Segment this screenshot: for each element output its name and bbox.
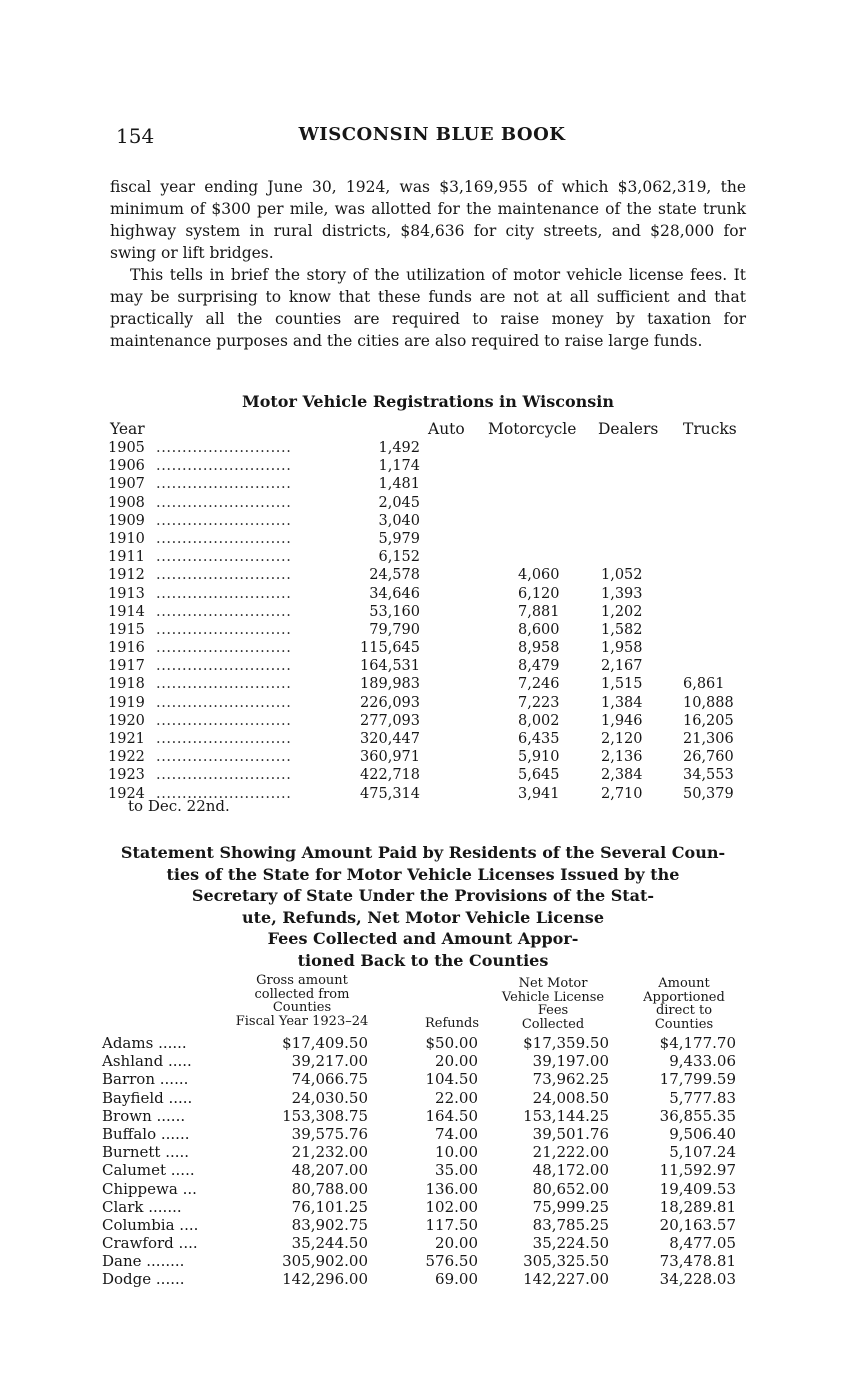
trucks-cell: 6,861 (683, 676, 725, 693)
gross-cell: 39,575.76 (291, 1124, 368, 1143)
motorcycle-cell: 4,060 (518, 567, 560, 584)
refunds-cell: 22.00 (435, 1088, 478, 1107)
auto-cell: 5,979 (378, 530, 420, 547)
net-cell: 24,008.50 (532, 1088, 609, 1107)
auto-cell: 277,093 (360, 712, 420, 729)
table-row (102, 1070, 762, 1088)
table-row (108, 494, 748, 512)
registrations-table (108, 439, 748, 803)
auto-cell: 1,481 (378, 476, 420, 493)
apportioned-cell: $4,177.70 (659, 1034, 736, 1052)
table-row (102, 1125, 762, 1143)
apportioned-cell: 5,777.83 (669, 1088, 736, 1107)
col-header-refunds: Refunds (424, 1016, 480, 1031)
motorcycle-cell: 7,246 (518, 676, 560, 693)
dealers-cell: 1,515 (601, 676, 643, 693)
leader-dots: .......................... (156, 530, 292, 547)
registrations-note: to Dec. 22nd. (128, 797, 230, 815)
county-cell: Dodge ...... (102, 1270, 185, 1289)
net-cell: 83,785.25 (532, 1215, 609, 1234)
auto-cell: 3,040 (378, 512, 420, 529)
table-row (102, 1198, 762, 1216)
col-header-gross: Gross amount collected from Counties Fiscal Year 1923–24 (235, 973, 369, 1029)
refunds-cell: 576.50 (425, 1252, 478, 1271)
col-header-year: Year (110, 420, 145, 438)
auto-cell: 475,314 (360, 785, 420, 802)
table-row (102, 1034, 762, 1052)
leader-dots: .......................... (156, 731, 292, 747)
year-cell: 1918 (108, 676, 145, 693)
refunds-cell: 10.00 (435, 1143, 478, 1162)
refunds-cell: 117.50 (425, 1215, 478, 1234)
leader-dots: .......................... (156, 458, 292, 475)
auto-cell: 320,447 (360, 731, 420, 747)
year-cell: 1916 (108, 640, 145, 657)
table-row (102, 1180, 762, 1198)
auto-cell: 189,983 (360, 676, 420, 693)
apportioned-cell: 9,506.40 (669, 1124, 736, 1143)
table-row (102, 1052, 762, 1070)
motorcycle-cell: 6,435 (518, 731, 560, 747)
motorcycle-cell: 8,958 (518, 640, 560, 657)
leader-dots: .......................... (156, 712, 292, 729)
auto-cell: 360,971 (360, 749, 420, 766)
year-cell: 1906 (108, 458, 145, 475)
year-cell: 1910 (108, 530, 145, 547)
table-row (108, 675, 748, 693)
table-row (108, 730, 748, 748)
year-cell: 1909 (108, 512, 145, 529)
trucks-cell: 26,760 (683, 749, 734, 766)
trucks-cell: 10,888 (683, 694, 734, 711)
auto-cell: 226,093 (360, 694, 420, 711)
refunds-cell: 20.00 (435, 1234, 478, 1253)
net-cell: 39,197.00 (532, 1052, 609, 1071)
year-cell: 1919 (108, 694, 145, 711)
dealers-cell: 1,393 (601, 585, 643, 602)
table-row (108, 457, 748, 475)
refunds-cell: 20.00 (435, 1052, 478, 1071)
leader-dots: .......................... (156, 694, 292, 711)
apportioned-cell: 20,163.57 (659, 1215, 736, 1234)
auto-cell: 1,174 (378, 458, 420, 475)
table-row (108, 475, 748, 493)
dealers-cell: 1,384 (601, 694, 643, 711)
leader-dots: .......................... (156, 567, 292, 584)
leader-dots: .......................... (156, 440, 292, 456)
refunds-cell: 102.00 (425, 1197, 478, 1216)
col-header-trucks: Trucks (683, 420, 737, 438)
leader-dots: .......................... (156, 585, 292, 602)
col-header-net: Net Motor Vehicle License Fees Collected (501, 976, 605, 1032)
refunds-cell: 164.50 (425, 1106, 478, 1125)
year-cell: 1917 (108, 658, 145, 675)
statement-title-line: ties of the State for Motor Vehicle Licenses Issued by the (166, 864, 680, 884)
registrations-title: Motor Vehicle Registrations in Wisconsin (242, 392, 614, 411)
apportioned-cell: 18,289.81 (659, 1197, 736, 1216)
dealers-cell: 2,384 (601, 767, 643, 784)
net-cell: 73,962.25 (532, 1070, 609, 1089)
gross-cell: 48,207.00 (291, 1161, 368, 1180)
gross-cell: 24,030.50 (291, 1088, 368, 1107)
page-header (116, 124, 748, 152)
table-row (108, 548, 748, 566)
dealers-cell: 1,946 (601, 712, 643, 729)
table-row (108, 694, 748, 712)
auto-cell: 34,646 (369, 585, 420, 602)
leader-dots: .......................... (156, 621, 292, 638)
auto-cell: 422,718 (360, 767, 420, 784)
col-header-motorcycle: Motorcycle (488, 420, 577, 438)
net-cell: 142,227.00 (523, 1270, 609, 1289)
refunds-cell: 136.00 (425, 1179, 478, 1198)
leader-dots: .......................... (156, 494, 292, 511)
year-cell: 1921 (108, 731, 145, 747)
year-cell: 1908 (108, 494, 145, 511)
motorcycle-cell: 8,002 (518, 712, 560, 729)
statement-title (100, 842, 746, 971)
year-cell: 1913 (108, 585, 145, 602)
gross-cell: 153,308.75 (282, 1106, 368, 1125)
refunds-cell: 104.50 (425, 1070, 478, 1089)
gross-cell: $17,409.50 (282, 1034, 368, 1052)
county-cell: Chippewa ... (102, 1179, 197, 1198)
leader-dots: .......................... (156, 640, 292, 657)
gross-cell: 305,902.00 (282, 1252, 368, 1271)
table-row (108, 603, 748, 621)
gross-cell: 83,902.75 (291, 1215, 368, 1234)
motorcycle-cell: 8,479 (518, 658, 560, 675)
auto-cell: 53,160 (369, 603, 420, 620)
county-cell: Adams ...... (102, 1034, 187, 1052)
net-cell: 48,172.00 (532, 1161, 609, 1180)
county-cell: Buffalo ...... (102, 1124, 190, 1143)
motorcycle-cell: 7,223 (518, 694, 560, 711)
county-cell: Barron ...... (102, 1070, 189, 1089)
net-cell: 35,224.50 (532, 1234, 609, 1253)
county-cell: Burnett ..... (102, 1143, 190, 1162)
body-paragraph-1: fiscal year ending June 30, 1924, was $3,169,955 of which $3,062,319, the minimum of $300 per mile, was allotted for the maintenance of the state trunk highway system in rural districts, $84,636 for city streets, and $28,000 for swing or lift bridges. (110, 178, 746, 262)
county-cell: Bayfield ..... (102, 1088, 193, 1107)
statement-title-line: Secretary of State Under the Provisions of the Stat- (191, 886, 655, 905)
table-row (102, 1089, 762, 1107)
statement-header-row (100, 974, 760, 1034)
apportioned-cell: 36,855.35 (659, 1106, 736, 1125)
statement-title-line: ute, Refunds, Net Motor Vehicle License (242, 907, 604, 927)
table-row (102, 1252, 762, 1270)
gross-cell: 74,066.75 (291, 1070, 368, 1089)
year-cell: 1911 (108, 549, 145, 566)
motorcycle-cell: 3,941 (518, 785, 560, 802)
year-cell: 1923 (108, 767, 145, 784)
apportioned-cell: 5,107.24 (669, 1143, 736, 1162)
net-cell: 305,325.50 (523, 1252, 609, 1271)
running-head: WISCONSIN BLUE BOOK (298, 124, 566, 145)
county-cell: Clark ....... (102, 1197, 182, 1216)
gross-cell: 21,232.00 (291, 1143, 368, 1162)
gross-cell: 80,788.00 (291, 1179, 368, 1198)
gross-cell: 39,217.00 (291, 1052, 368, 1071)
table-row (108, 712, 748, 730)
table-row (102, 1270, 762, 1288)
apportioned-cell: 19,409.53 (659, 1179, 736, 1198)
col-header-apportioned: Amount Apportioned direct to Counties (643, 976, 725, 1032)
table-row (102, 1107, 762, 1125)
leader-dots: .......................... (156, 512, 292, 529)
net-cell: 153,144.25 (523, 1106, 609, 1125)
county-cell: Columbia .... (102, 1215, 199, 1234)
trucks-cell: 50,379 (683, 785, 734, 802)
gross-cell: 35,244.50 (291, 1234, 368, 1253)
table-row (108, 639, 748, 657)
statement-title-line: tioned Back to the Counties (297, 950, 549, 970)
apportioned-cell: 73,478.81 (659, 1252, 736, 1271)
table-row (108, 766, 748, 784)
county-cell: Brown ...... (102, 1106, 186, 1125)
apportioned-cell: 9,433.06 (669, 1052, 736, 1071)
motorcycle-cell: 7,881 (518, 603, 560, 620)
dealers-cell: 1,202 (601, 603, 643, 620)
body-paragraph-2: This tells in brief the story of the utilization of motor vehicle license fees. It may be surprising to know that these funds are not at all sufficient and that practically all the counties are required to raise money by taxation for maintenance purposes and the cities are also required to raise large funds. (110, 266, 746, 350)
refunds-cell: 35.00 (435, 1161, 478, 1180)
auto-cell: 24,578 (369, 567, 420, 584)
auto-cell: 6,152 (378, 549, 420, 566)
net-cell: 80,652.00 (532, 1179, 609, 1198)
auto-cell: 115,645 (360, 640, 420, 657)
refunds-cell: $50.00 (425, 1034, 478, 1052)
table-row (108, 748, 748, 766)
gross-cell: 76,101.25 (291, 1197, 368, 1216)
table-row (108, 657, 748, 675)
net-cell: 21,222.00 (532, 1143, 609, 1162)
leader-dots: .......................... (156, 603, 292, 620)
leader-dots: .......................... (156, 549, 292, 566)
leader-dots: .......................... (156, 676, 292, 693)
refunds-cell: 69.00 (435, 1270, 478, 1289)
gross-cell: 142,296.00 (282, 1270, 368, 1289)
motorcycle-cell: 5,910 (518, 749, 560, 766)
county-cell: Crawford .... (102, 1234, 198, 1253)
motorcycle-cell: 5,645 (518, 767, 560, 784)
year-cell: 1924 (108, 785, 145, 802)
apportioned-cell: 34,228.03 (659, 1270, 736, 1289)
apportioned-cell: 8,477.05 (669, 1234, 736, 1253)
auto-cell: 79,790 (369, 621, 420, 638)
table-row (108, 585, 748, 603)
leader-dots: .......................... (156, 476, 292, 493)
dealers-cell: 2,710 (601, 785, 643, 802)
trucks-cell: 34,553 (683, 767, 734, 784)
table-row (102, 1143, 762, 1161)
dealers-cell: 2,136 (601, 749, 643, 766)
dealers-cell: 2,120 (601, 731, 643, 747)
apportioned-cell: 11,592.97 (659, 1161, 736, 1180)
leader-dots: .......................... (156, 785, 292, 802)
trucks-cell: 16,205 (683, 712, 734, 729)
dealers-cell: 1,582 (601, 621, 643, 638)
year-cell: 1912 (108, 567, 145, 584)
table-row (108, 621, 748, 639)
year-cell: 1914 (108, 603, 145, 620)
leader-dots: .......................... (156, 749, 292, 766)
table-row (102, 1234, 762, 1252)
year-cell: 1920 (108, 712, 145, 729)
year-cell: 1915 (108, 621, 145, 638)
statement-title-line: Fees Collected and Amount Appor- (267, 929, 579, 948)
net-cell: 75,999.25 (532, 1197, 609, 1216)
year-cell: 1905 (108, 440, 145, 456)
refunds-cell: 74.00 (435, 1124, 478, 1143)
motorcycle-cell: 6,120 (518, 585, 560, 602)
statement-table (102, 1034, 762, 1289)
year-cell: 1907 (108, 476, 145, 493)
dealers-cell: 1,052 (601, 567, 643, 584)
table-row (108, 512, 748, 530)
auto-cell: 2,045 (378, 494, 420, 511)
leader-dots: .......................... (156, 658, 292, 675)
col-header-auto: Auto (428, 420, 465, 438)
net-cell: 39,501.76 (532, 1124, 609, 1143)
auto-cell: 164,531 (360, 658, 420, 675)
net-cell: $17,359.50 (523, 1034, 609, 1052)
trucks-cell: 21,306 (683, 731, 734, 747)
year-cell: 1922 (108, 749, 145, 766)
county-cell: Calumet ..... (102, 1161, 195, 1180)
auto-cell: 1,492 (378, 440, 420, 456)
leader-dots: .......................... (156, 767, 292, 784)
apportioned-cell: 17,799.59 (659, 1070, 736, 1089)
table-row (108, 439, 748, 457)
table-row (108, 530, 748, 548)
dealers-cell: 2,167 (601, 658, 643, 675)
statement-title-line: Statement Showing Amount Paid by Residents of the Several Coun- (120, 843, 726, 862)
motorcycle-cell: 8,600 (518, 621, 560, 638)
table-row (108, 566, 748, 584)
county-cell: Dane ........ (102, 1252, 185, 1271)
col-header-dealers: Dealers (598, 420, 659, 438)
table-row (102, 1161, 762, 1179)
dealers-cell: 1,958 (601, 640, 643, 657)
table-row (102, 1216, 762, 1234)
page-number: 154 (116, 124, 155, 148)
registrations-header-row (110, 420, 750, 440)
county-cell: Ashland ..... (102, 1052, 192, 1071)
